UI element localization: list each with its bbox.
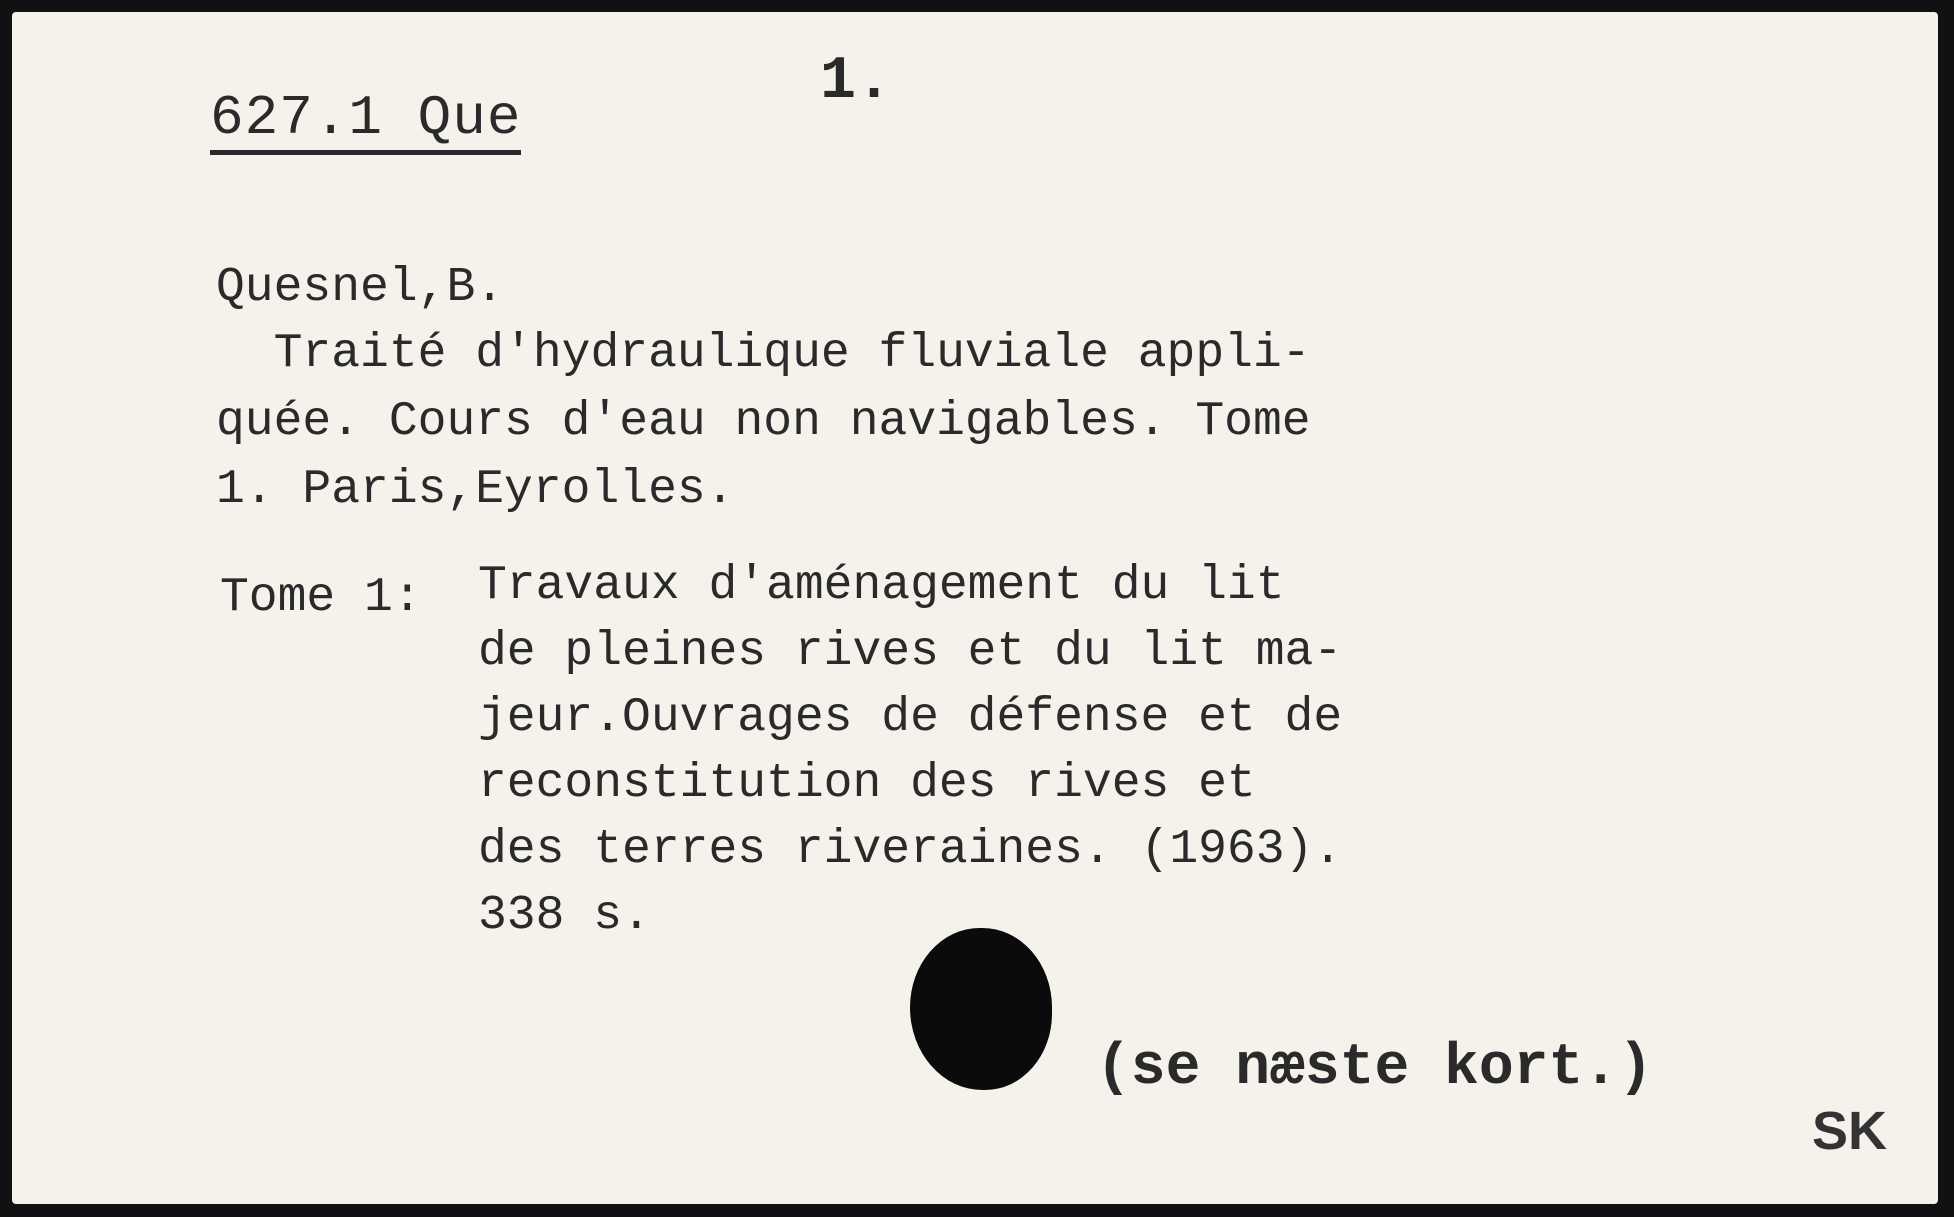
tome-line: reconstitution des rives et — [478, 757, 1256, 811]
punch-hole — [910, 928, 1052, 1090]
tome-line: des terres riveraines. (1963). — [478, 823, 1343, 877]
catalog-card — [12, 12, 1938, 1204]
author-name: Quesnel,B. — [216, 261, 505, 315]
tome-line: de pleines rives et du lit ma- — [478, 625, 1343, 679]
call-number: 627.1 Que — [210, 90, 521, 155]
tome-line: 338 s. — [478, 889, 651, 943]
card-number: 1. — [820, 48, 893, 116]
continuation-note: (se næste kort.) — [1096, 1036, 1653, 1101]
title-line: 1. Paris,Eyrolles. — [216, 463, 735, 517]
title-line: quée. Cours d'eau non navigables. Tome — [216, 395, 1311, 449]
tome-line: Travaux d'aménagement du lit — [478, 559, 1285, 613]
title-line: Traité d'hydraulique fluviale appli- — [216, 327, 1311, 381]
tome-line: jeur.Ouvrages de défense et de — [478, 691, 1343, 745]
cataloger-initials: SK — [1812, 1101, 1888, 1161]
tome-label: Tome 1: — [220, 571, 422, 625]
